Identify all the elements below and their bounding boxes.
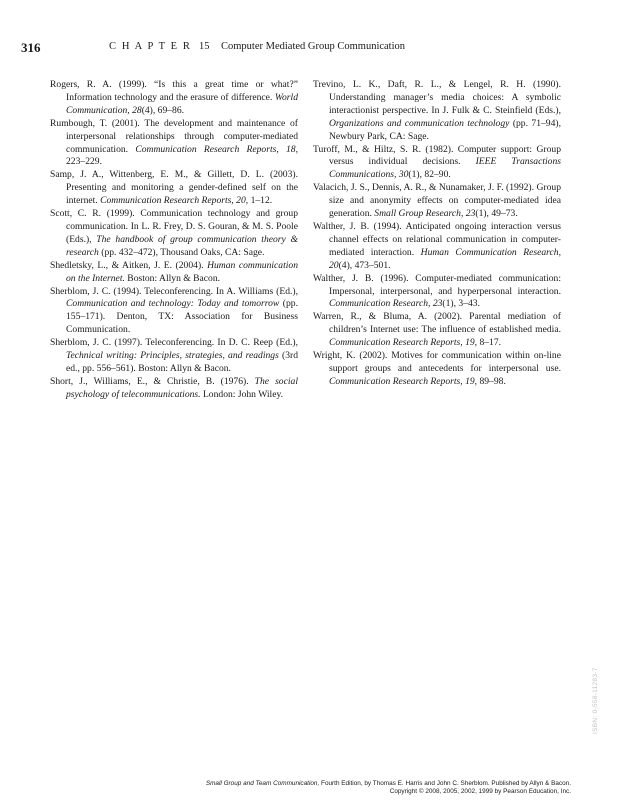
reference-source-title: Communication Research Reports, 18, — [135, 143, 298, 155]
reference-entry — [313, 182, 561, 221]
reference-text: Valacich, J. S., Dennis, A. R., & Nunamaker, J. F. (1992). Group size and anonymity effects on computer-mediated idea generation. — [313, 182, 561, 220]
reference-text: Rogers, R. A. (1999). “Is this a great time or what?” Information technology and the erasure of difference. — [50, 79, 298, 103]
reference-source-title: Communication and technology: Today and tomorrow — [66, 298, 280, 310]
reference-text: Trevino, L. K., Daft, R. L., & Lengel, R. H. (1990). Understanding manager’s media choices: A symbolic interactionist perspective. In J. Fulk & C. Steinfield (Eds.), — [313, 79, 561, 116]
reference-source-title: Organizations and communication technology — [329, 117, 510, 129]
reference-text: Warren, R., & Bluma, A. (2002). Parental mediation of children’s Internet use: The influence of established media. — [313, 311, 561, 336]
reference-source-title: Technical writing: Principles, strategies, and readings — [66, 350, 279, 362]
references-left-column — [50, 79, 298, 402]
chapter-label: C H A P T E R — [109, 41, 192, 52]
reference-text: (4), 473–501. — [338, 259, 391, 271]
reference-source-title: Communication Research Reports, 19, — [329, 375, 478, 387]
reference-entry — [313, 79, 561, 144]
footer — [206, 780, 571, 796]
reference-entry — [313, 350, 561, 389]
reference-source-title: Human Communication Research, 20 — [329, 246, 561, 271]
side-isbn: ISBN: 0-558-11283-7 — [592, 667, 599, 734]
reference-source-title: Small Group Research, 23 — [374, 208, 476, 220]
reference-text: 8–17. — [477, 337, 502, 349]
reference-source-title: Human communication on the Internet. — [66, 259, 299, 284]
reference-text: Shedletsky, L., & Aitken, J. E. (2004). — [50, 259, 208, 271]
reference-source-title: Communication Research Reports, 19, — [329, 337, 478, 349]
reference-text: Walther, J. B. (1994). Anticipated ongoing interaction versus channel effects on relational communication in computer-mediated interaction. — [313, 220, 561, 258]
reference-entry — [50, 118, 298, 170]
reference-entry — [50, 376, 298, 402]
reference-text: (1), 49–73. — [475, 208, 518, 220]
reference-source-title: Communication Research Reports, 20, — [100, 195, 249, 207]
chapter-number: 15 — [199, 41, 210, 52]
reference-text: Sherblom, J. C. (1997). Teleconferencing. In D. C. Reep (Ed.), — [50, 337, 298, 349]
running-header — [21, 40, 596, 60]
reference-text: Rumbough, T. (2001). The development and maintenance of interpersonal relationships through computer-mediated communication. — [50, 117, 298, 155]
reference-source-title: Communication Research, 23 — [329, 298, 443, 310]
reference-text: 223–229. — [66, 156, 102, 168]
reference-text: 89–98. — [477, 375, 506, 387]
footer-copyright: Copyright © 2008, 2005, 2002, 1999 by Pearson Education, Inc. — [389, 788, 571, 796]
reference-source-title: The handbook of group communication theory & research — [66, 233, 298, 258]
footer-book-title: Small Group and Team Communication, — [205, 780, 320, 787]
reference-entry — [50, 337, 298, 376]
reference-text: London: John Wiley. — [200, 388, 284, 400]
reference-source-title: World Communication, 28 — [66, 91, 298, 116]
reference-text: (1), 3–43. — [442, 298, 480, 310]
reference-text: Turoff, M., & Hiltz, S. R. (1982). Computer support: Group versus individual decisions. — [313, 143, 561, 168]
reference-text: (3rd ed., pp. 556–561). Boston: Allyn & Bacon. — [66, 350, 298, 374]
reference-entry — [313, 221, 561, 273]
references-right-column — [313, 79, 561, 389]
reference-text: Short, J., Williams, E., & Christie, B. (1976). — [50, 375, 255, 387]
reference-text: Walther, J. B. (1996). Computer-mediated communication: Impersonal, interpersonal, and hyperpersonal interaction. — [313, 272, 561, 297]
page-number: 316 — [21, 40, 41, 55]
reference-source-title: IEEE Transactions Communications, 30 — [329, 156, 561, 181]
reference-source-title: The social psychology of telecommunications. — [66, 375, 298, 400]
reference-text: (pp. 71–94), Newbury Park, CA: Sage. — [329, 117, 561, 142]
reference-text: Samp, J. A., Wittenberg, E. M., & Gillett, D. L. (2003). Presenting and monitoring a gender-defined self on the internet. — [50, 169, 298, 207]
reference-text: (pp. 155–171). Denton, TX: Association for Business Communication. — [66, 298, 298, 336]
reference-entry — [313, 311, 561, 350]
reference-entry — [313, 273, 561, 312]
footer-publication-info: Fourth Edition, by Thomas E. Harris and John C. Sherblom. Published by Allyn & Bacon. — [319, 780, 571, 787]
reference-text: (4), 69–86. — [141, 104, 185, 116]
reference-text: Wright, K. (2002). Motives for communication within on-line support groups and antecedents for interpersonal use. — [313, 350, 561, 374]
reference-entry — [50, 169, 298, 208]
reference-entry — [50, 79, 298, 118]
reference-text: Boston: Allyn & Bacon. — [124, 272, 221, 284]
reference-entry — [50, 286, 298, 338]
reference-text: (1), 82–90. — [408, 169, 451, 181]
reference-entry — [313, 144, 561, 183]
reference-text: Scott, C. R. (1999). Communication technology and group communication. In L. R. Frey, D. S. Gouran, & M. S. Poole (Eds.), — [50, 208, 298, 245]
reference-entry — [50, 260, 298, 286]
reference-text: (pp. 432–472), Thousand Oaks, CA: Sage. — [98, 246, 265, 258]
reference-text: Sherblom, J. C. (1994). Teleconferencing. In A. Williams (Ed.), — [50, 285, 298, 297]
reference-entry — [50, 208, 298, 260]
reference-text: 1–12. — [248, 195, 273, 207]
footer-line-1 — [206, 780, 571, 788]
chapter-title: Computer Mediated Group Communication — [221, 41, 406, 52]
